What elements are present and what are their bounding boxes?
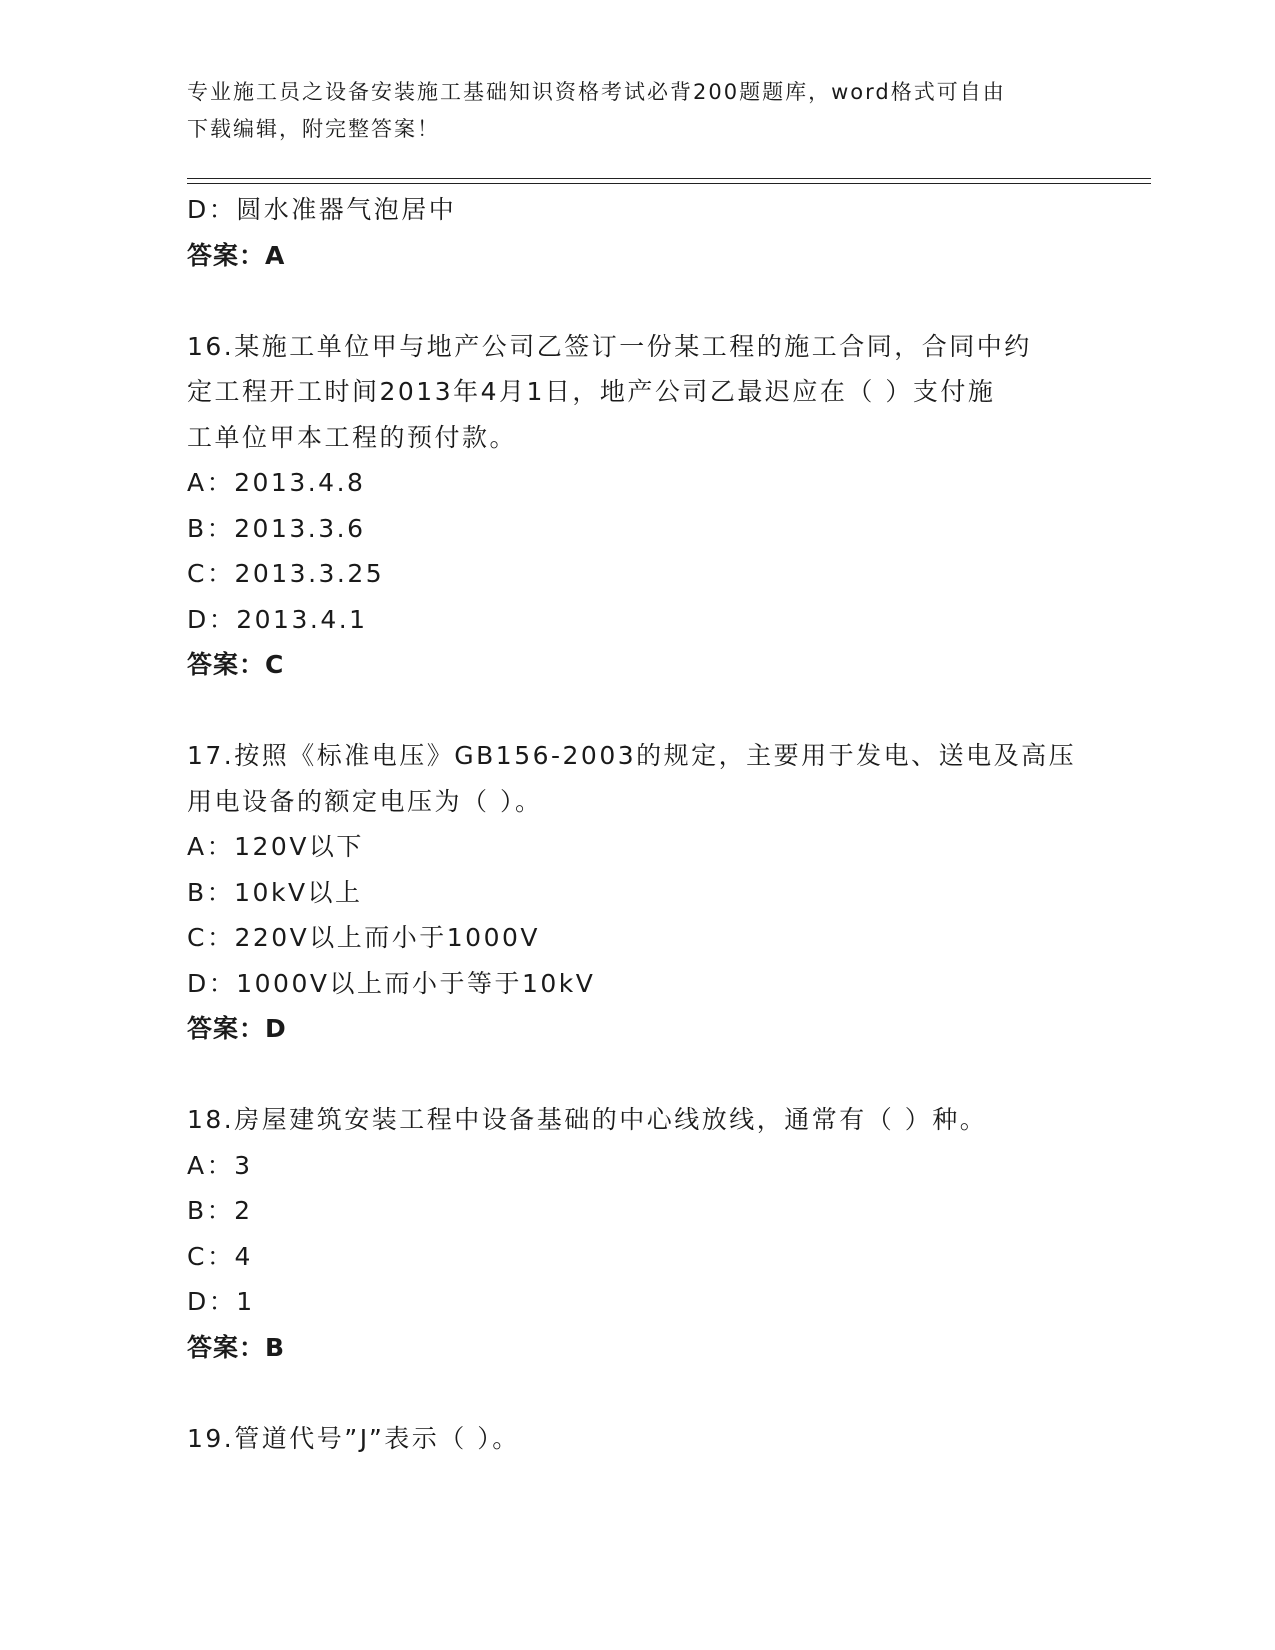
question-19-text-line-1: 19.管道代号”J”表示（ ）。 [187, 1423, 520, 1453]
option-c: C：4 [187, 1241, 253, 1271]
option-c: C：220V以上而小于1000V [187, 923, 541, 952]
header-title-line-2: 下载编辑，附完整答案！ [187, 117, 440, 141]
question-17-text-line-1: 17.按照《标准电压》GB156-2003的规定，主要用于发电、送电及高压 [187, 741, 1077, 770]
previous-question-tail [187, 187, 1087, 278]
question-16-text-line-3: 工单位甲本工程的预付款。 [187, 422, 518, 452]
question-19 [187, 1416, 1087, 1462]
answer-line: 答案：A [187, 240, 286, 270]
answer-line: 答案：C [187, 650, 285, 679]
header-rule-bottom [187, 183, 1151, 184]
option-d: D：1 [187, 1287, 255, 1316]
answer-line: 答案：D [187, 1014, 287, 1043]
option-b: B：2 [187, 1196, 253, 1225]
question-18-text-line-1: 18.房屋建筑安装工程中设备基础的中心线放线，通常有（ ）种。 [187, 1105, 988, 1134]
option-d: D：2013.4.1 [187, 604, 368, 634]
option-b: B：2013.3.6 [187, 513, 366, 543]
document-header [187, 74, 1087, 148]
header-title-line-1: 专业施工员之设备安装施工基础知识资格考试必背200题题库，word格式可自由 [187, 80, 1006, 104]
question-18 [187, 1097, 1087, 1370]
question-list [187, 187, 1087, 1461]
answer-line: 答案：B [187, 1332, 286, 1362]
option-d: D：1000V以上而小于等于10kV [187, 968, 596, 998]
option-d: D：圆水准器气泡居中 [187, 195, 457, 224]
option-b: B：10kV以上 [187, 877, 363, 907]
question-17 [187, 733, 1087, 1052]
spacer [187, 1052, 1087, 1098]
option-a: A：2013.4.8 [187, 468, 366, 497]
spacer [187, 688, 1087, 734]
question-16 [187, 324, 1087, 688]
option-a: A：120V以下 [187, 832, 364, 861]
question-16-text-line-1: 16.某施工单位甲与地产公司乙签订一份某工程的施工合同，合同中约 [187, 331, 1032, 361]
spacer [187, 278, 1087, 324]
spacer [187, 1370, 1087, 1416]
option-a: A：3 [187, 1150, 253, 1180]
question-16-text-line-2: 定工程开工时间2013年4月1日，地产公司乙最迟应在（ ）支付施 [187, 377, 996, 406]
option-c: C：2013.3.25 [187, 559, 385, 588]
header-rule-top [187, 178, 1151, 179]
question-17-text-line-2: 用电设备的额定电压为（ ）。 [187, 786, 543, 816]
